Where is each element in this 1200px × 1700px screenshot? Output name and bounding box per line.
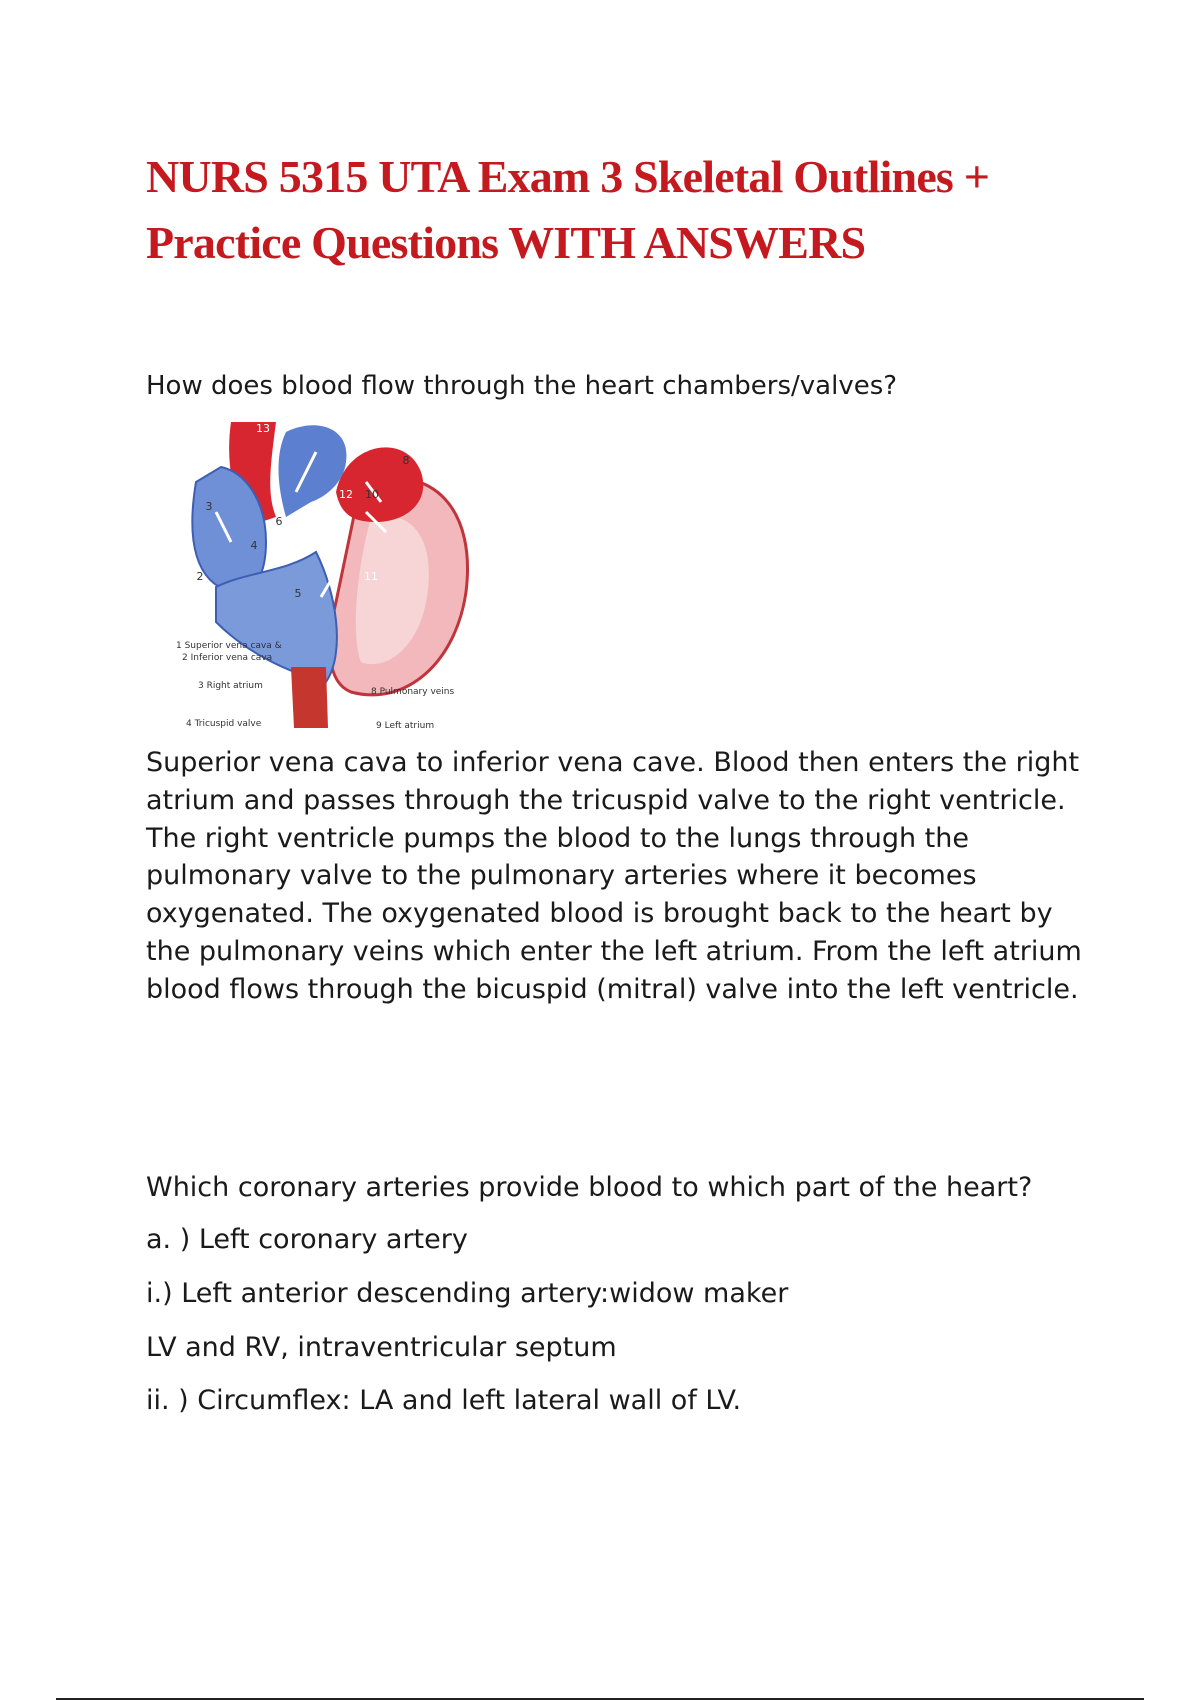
marker-11: 11 bbox=[364, 570, 378, 583]
pulmonary-artery bbox=[279, 425, 347, 517]
left-atrium bbox=[336, 447, 423, 522]
inferior-vena-cava bbox=[291, 667, 328, 728]
marker-10: 10 bbox=[365, 488, 379, 501]
label-left-atrium: 9 Left atrium bbox=[376, 721, 435, 728]
document-title bbox=[146, 144, 1106, 276]
marker-12: 12 bbox=[339, 488, 353, 501]
heart-blood-flow-diagram bbox=[176, 422, 512, 728]
title-line-2: Practice Questions WITH ANSWERS bbox=[146, 217, 866, 268]
marker-5: 5 bbox=[294, 587, 302, 600]
marker-2: 2 bbox=[196, 570, 204, 583]
label-pulmonary-veins: 8 Pulmonary veins bbox=[371, 687, 455, 697]
answer-line-ii: ii. ) Circumflex: LA and left lateral wall of LV. bbox=[146, 1385, 742, 1416]
answer-line-a: a. ) Left coronary artery bbox=[146, 1224, 468, 1255]
label-inferior-vena-cava: 2 Inferior vena cava bbox=[182, 653, 273, 663]
label-tricuspid-valve: 4 Tricuspid valve bbox=[186, 719, 262, 728]
answer-line-lv-rv: LV and RV, intraventricular septum bbox=[146, 1332, 617, 1363]
marker-8: 8 bbox=[402, 454, 410, 467]
marker-6: 6 bbox=[275, 515, 283, 528]
answer-line-i: i.) Left anterior descending artery:widow maker bbox=[146, 1278, 789, 1309]
marker-4: 4 bbox=[250, 539, 258, 552]
label-superior-vena-cava: 1 Superior vena cava & bbox=[176, 641, 282, 651]
title-line-1: NURS 5315 UTA Exam 3 Skeletal Outlines + bbox=[146, 151, 990, 202]
marker-3: 3 bbox=[205, 500, 213, 513]
question-1-prompt: How does blood flow through the heart chambers/valves? bbox=[146, 371, 898, 401]
question-2-prompt: Which coronary arteries provide blood to which part of the heart? bbox=[146, 1172, 1033, 1203]
question-1-answer: Superior vena cava to inferior vena cave. Blood then enters the right atrium and passes through the tricuspid valve to the right ventricle. The right ventricle pumps the blood to the lungs through the pulmonary valve to the pulmonary arteries where it becomes oxygenated. The oxygenated blood is brought back to the heart by the pulmonary veins which enter the left atrium. From the left atrium blood flows through the bicuspid (mitral) valve into the left ventricle. bbox=[146, 747, 1082, 1005]
marker-9: 9 bbox=[362, 442, 370, 455]
marker-13: 13 bbox=[256, 422, 270, 435]
label-right-atrium: 3 Right atrium bbox=[198, 681, 263, 691]
